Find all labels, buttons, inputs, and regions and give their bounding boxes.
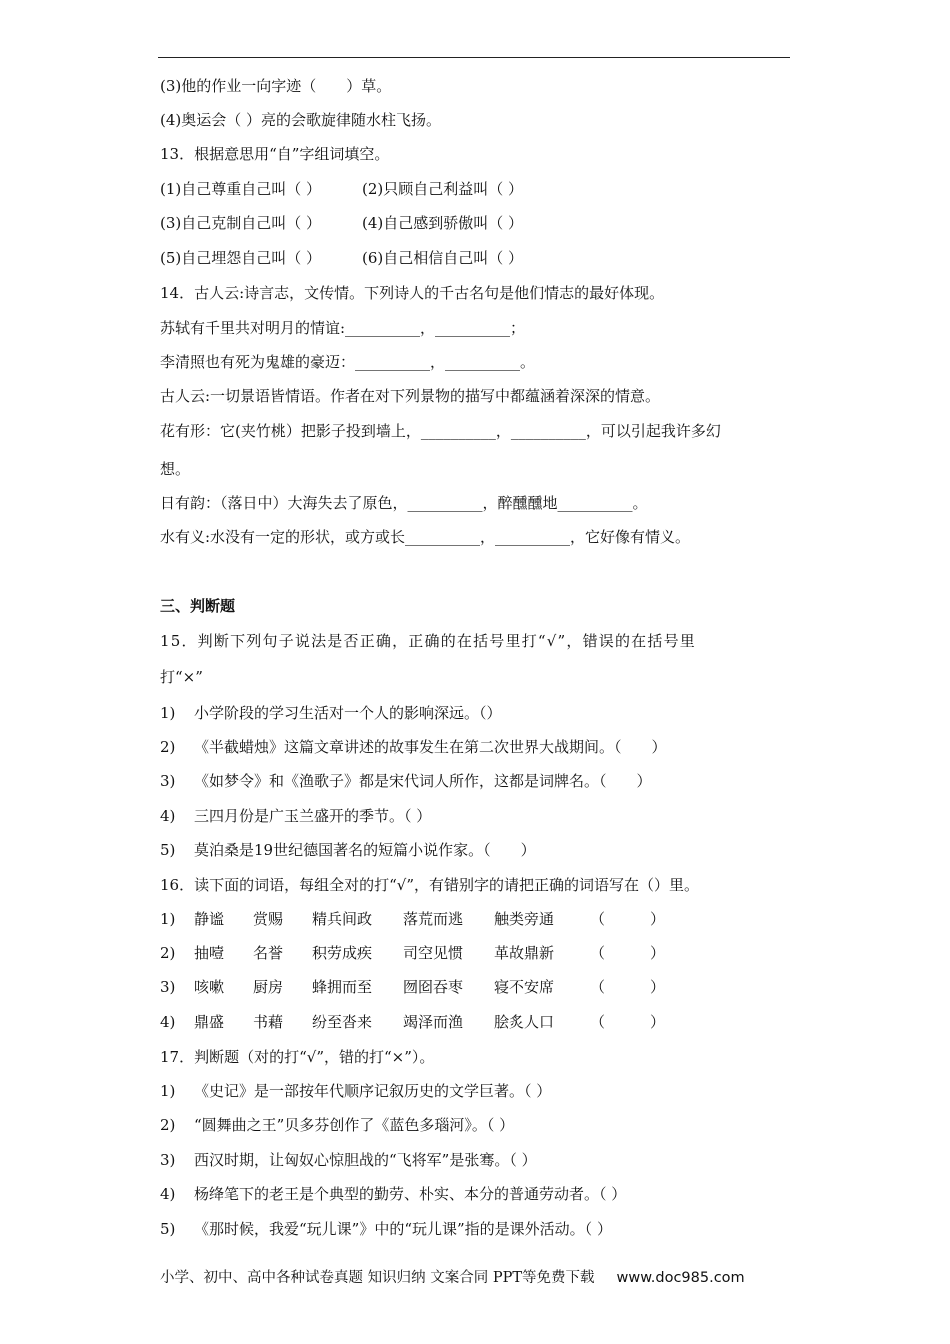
item-text: 《史记》是一部按年代顺序记叙历史的文学巨著。（ ）	[194, 1082, 552, 1100]
item-text: 杨绛笔下的老王是个典型的勤劳、朴实、本分的普通劳动者。（ ）	[194, 1185, 627, 1203]
q16-title: 16．读下面的词语，每组全对的打“√”，有错别字的请把正确的词语写在（）里。	[160, 876, 699, 894]
item-text: 《那时候，我爱“玩儿课”》中的“玩儿课”指的是课外活动。（ ）	[194, 1220, 612, 1238]
word: 司空见惯	[403, 944, 464, 962]
header-rule	[158, 57, 790, 58]
item-number: 3)	[160, 772, 176, 790]
q16-row-3	[160, 977, 665, 997]
item-text: 三四月份是广玉兰盛开的季节。（ ）	[194, 807, 432, 825]
word: 革故鼎新	[494, 944, 555, 962]
q14-line-5: 想。	[160, 460, 191, 478]
q14-line-4: 花有形：它(夹竹桃）把影子投到墙上，__________，__________，可以引起我许多幻	[160, 422, 721, 440]
item-text: 《半截蜡烛》这篇文章讲述的故事发生在第二次世界大战期间。（ ）	[194, 738, 667, 756]
q17-item-1	[160, 1081, 551, 1101]
word: 竭泽而渔	[403, 1013, 464, 1031]
answer-brackets: （ ）	[590, 910, 666, 928]
item-text: 莫泊桑是19世纪德国著名的短篇小说作家。（ ）	[194, 841, 536, 859]
q16-row-4	[160, 1012, 665, 1032]
item-text: 小学阶段的学习生活对一个人的影响深远。（）	[194, 704, 502, 722]
q17-item-5	[160, 1219, 612, 1239]
word: 鼎盛	[194, 1013, 225, 1031]
section-title: 三、判断题	[160, 597, 236, 615]
answer-brackets: （ ）	[590, 944, 666, 962]
word: 抽噎	[194, 944, 225, 962]
q12-item-4: (4)奥运会（ ）亮的会歌旋律随水柱飞扬。	[160, 111, 442, 129]
q14-line-1: 苏轼有千里共对明月的情谊:__________，__________；	[160, 319, 526, 337]
q15-item-2	[160, 737, 667, 757]
q13-item-4: (4)自己感到骄傲叫（ ）	[362, 214, 524, 232]
word: 脍炙人口	[494, 1013, 555, 1031]
q12-item-3: (3)他的作业一向字迹（ ）草。	[160, 77, 392, 95]
item-number: 4)	[160, 1185, 176, 1203]
q13-item-1: (1)自己尊重自己叫（ ）	[160, 180, 322, 198]
q14-title: 14．古人云:诗言志，文传情。下列诗人的千古名句是他们情志的最好体现。	[160, 284, 665, 302]
q14-line-7: 水有义:水没有一定的形状，或方或长__________，__________，它好像有情义。	[160, 528, 691, 546]
word: 书藉	[253, 1013, 284, 1031]
footer	[160, 1266, 745, 1287]
item-text: 西汉时期，让匈奴心惊胆战的“飞将军”是张骞。（ ）	[194, 1151, 537, 1169]
item-number: 5)	[160, 1220, 176, 1238]
q15-item-1	[160, 703, 502, 723]
word: 囫囵吞枣	[403, 978, 464, 996]
item-number: 2)	[160, 944, 176, 962]
item-number: 3)	[160, 978, 176, 996]
q13-item-3: (3)自己克制自己叫（ ）	[160, 214, 322, 232]
q15-item-5	[160, 840, 536, 860]
answer-brackets: （ ）	[590, 978, 666, 996]
item-text: “圆舞曲之王”贝多芬创作了《蓝色多瑙河》。（ ）	[194, 1116, 515, 1134]
q16-row-1	[160, 909, 665, 929]
item-number: 4)	[160, 1013, 176, 1031]
item-number: 1)	[160, 1082, 176, 1100]
q17-item-4	[160, 1184, 626, 1204]
footer-site-link[interactable]: www.doc985.com	[616, 1270, 745, 1286]
answer-brackets: （ ）	[590, 1013, 666, 1031]
word: 精兵间政	[312, 910, 373, 928]
word: 名誉	[253, 944, 284, 962]
q17-item-3	[160, 1150, 537, 1170]
item-number: 1)	[160, 910, 176, 928]
item-number: 1)	[160, 704, 176, 722]
word: 咳嗽	[194, 978, 225, 996]
q14-line-2: 李清照也有死为鬼雄的豪迈：__________，__________。	[160, 353, 536, 371]
footer-text: 小学、初中、高中各种试卷真题 知识归纳 文案合同 PPT等免费下载	[160, 1270, 595, 1286]
q15-item-4	[160, 806, 431, 826]
word: 赏赐	[253, 910, 284, 928]
word: 落荒而逃	[403, 910, 464, 928]
q13-item-2: (2)只顾自己利益叫（ ）	[362, 180, 524, 198]
q13-title: 13．根据意思用“自”字组词填空。	[160, 145, 390, 163]
item-text: 《如梦令》和《渔歌子》都是宋代词人所作，这都是词牌名。（ ）	[194, 772, 652, 790]
item-number: 2)	[160, 738, 176, 756]
word: 蜂拥而至	[312, 978, 373, 996]
q13-item-6: (6)自己相信自己叫（ ）	[362, 249, 524, 267]
word: 纷至沓来	[312, 1013, 373, 1031]
q17-item-2	[160, 1115, 514, 1135]
item-number: 5)	[160, 841, 176, 859]
item-number: 4)	[160, 807, 176, 825]
word: 寝不安席	[494, 978, 555, 996]
q15-title-cont: 打“×”	[160, 668, 203, 686]
q15-title: 15．判断下列句子说法是否正确，正确的在括号里打“√”，错误的在括号里	[160, 632, 696, 650]
q16-row-2	[160, 943, 665, 963]
q15-item-3	[160, 771, 652, 791]
word: 触类旁通	[494, 910, 555, 928]
word: 静谧	[194, 910, 225, 928]
item-number: 2)	[160, 1116, 176, 1134]
q13-item-5: (5)自己埋怨自己叫（ ）	[160, 249, 322, 267]
item-number: 3)	[160, 1151, 176, 1169]
q17-title: 17．判断题（对的打“√”，错的打“×”）。	[160, 1048, 435, 1066]
q14-line-3: 古人云:一切景语皆情语。作者在对下列景物的描写中都蕴涵着深深的情意。	[160, 387, 661, 405]
word: 积劳成疾	[312, 944, 373, 962]
word: 厨房	[253, 978, 284, 996]
q14-line-6: 日有韵：（落日中）大海失去了原色，__________，醉醺醺地__________。	[160, 494, 648, 512]
